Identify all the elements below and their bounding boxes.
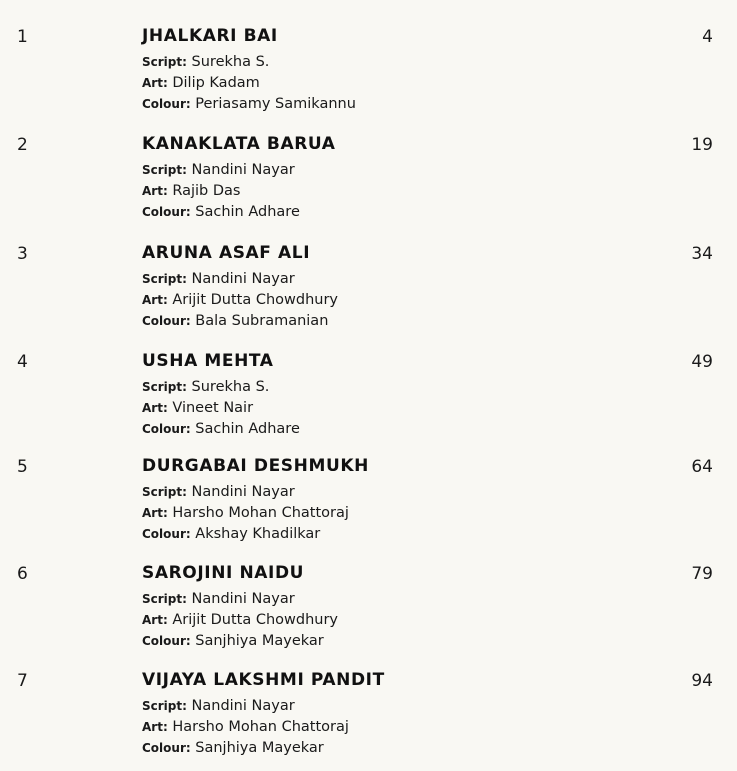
colour-label: Colour: [142, 205, 191, 219]
entry-number: 7 [17, 671, 28, 691]
art-name: Dilip Kadam [172, 75, 260, 91]
toc-entry [0, 561, 737, 661]
entry-number: 6 [17, 564, 28, 584]
colour-name: Akshay Khadilkar [195, 526, 321, 542]
colour-name: Sanjhiya Mayekar [195, 633, 324, 649]
art-credit [142, 75, 260, 91]
colour-credit [142, 740, 324, 756]
entry-title: KANAKLATA BARUA [142, 134, 336, 154]
toc-entry [0, 454, 737, 554]
art-credit [142, 400, 253, 416]
entry-title: JHALKARI BAI [142, 26, 278, 46]
colour-name: Periasamy Samikannu [195, 96, 356, 112]
art-label: Art: [142, 184, 168, 198]
colour-name: Sanjhiya Mayekar [195, 740, 324, 756]
toc-entry [0, 349, 737, 449]
script-label: Script: [142, 55, 187, 69]
colour-name: Bala Subramanian [195, 313, 329, 329]
script-name: Nandini Nayar [191, 162, 295, 178]
script-label: Script: [142, 699, 187, 713]
script-credit [142, 484, 295, 500]
art-name: Arijit Dutta Chowdhury [172, 292, 339, 308]
entry-title: DURGABAI DESHMUKH [142, 456, 369, 476]
entry-page-number: 79 [691, 564, 713, 584]
art-label: Art: [142, 401, 168, 415]
art-credit [142, 719, 349, 735]
toc-entry [0, 24, 737, 124]
art-label: Art: [142, 720, 168, 734]
art-label: Art: [142, 76, 168, 90]
colour-name: Sachin Adhare [195, 204, 300, 220]
art-name: Arijit Dutta Chowdhury [172, 612, 339, 628]
colour-label: Colour: [142, 527, 191, 541]
script-label: Script: [142, 163, 187, 177]
colour-credit [142, 633, 324, 649]
entry-page-number: 64 [691, 457, 713, 477]
entry-page-number: 19 [691, 135, 713, 155]
entry-page-number: 94 [691, 671, 713, 691]
entry-number: 5 [17, 457, 28, 477]
art-label: Art: [142, 293, 168, 307]
toc-entry [0, 668, 737, 768]
toc-entry [0, 132, 737, 232]
script-credit [142, 591, 295, 607]
colour-credit [142, 96, 356, 112]
colour-label: Colour: [142, 314, 191, 328]
entry-number: 3 [17, 244, 28, 264]
colour-name: Sachin Adhare [195, 421, 300, 437]
script-name: Nandini Nayar [191, 591, 295, 607]
script-name: Nandini Nayar [191, 484, 295, 500]
entry-number: 2 [17, 135, 28, 155]
art-label: Art: [142, 613, 168, 627]
entry-number: 1 [17, 27, 28, 47]
colour-label: Colour: [142, 634, 191, 648]
script-credit [142, 162, 295, 178]
art-credit [142, 292, 338, 308]
colour-label: Colour: [142, 97, 191, 111]
toc-entry [0, 241, 737, 341]
art-credit [142, 183, 240, 199]
script-label: Script: [142, 272, 187, 286]
script-name: Nandini Nayar [191, 271, 295, 287]
script-name: Surekha S. [191, 379, 270, 395]
colour-credit [142, 204, 300, 220]
script-credit [142, 271, 295, 287]
script-name: Nandini Nayar [191, 698, 295, 714]
script-credit [142, 698, 295, 714]
colour-label: Colour: [142, 422, 191, 436]
entry-page-number: 4 [702, 27, 713, 47]
colour-credit [142, 526, 320, 542]
script-label: Script: [142, 380, 187, 394]
colour-credit [142, 421, 300, 437]
script-credit [142, 379, 269, 395]
colour-credit [142, 313, 328, 329]
art-name: Harsho Mohan Chattoraj [172, 505, 349, 521]
entry-page-number: 34 [691, 244, 713, 264]
entry-page-number: 49 [691, 352, 713, 372]
art-credit [142, 505, 349, 521]
art-credit [142, 612, 338, 628]
art-name: Vineet Nair [172, 400, 254, 416]
art-name: Harsho Mohan Chattoraj [172, 719, 349, 735]
entry-title: SAROJINI NAIDU [142, 563, 305, 583]
script-label: Script: [142, 592, 187, 606]
art-label: Art: [142, 506, 168, 520]
art-name: Rajib Das [172, 183, 241, 199]
script-label: Script: [142, 485, 187, 499]
colour-label: Colour: [142, 741, 191, 755]
entry-title: USHA MEHTA [142, 351, 274, 371]
entry-title: ARUNA ASAF ALI [142, 243, 311, 263]
script-name: Surekha S. [191, 54, 270, 70]
entry-title: VIJAYA LAKSHMI PANDIT [142, 670, 385, 690]
script-credit [142, 54, 269, 70]
entry-number: 4 [17, 352, 28, 372]
